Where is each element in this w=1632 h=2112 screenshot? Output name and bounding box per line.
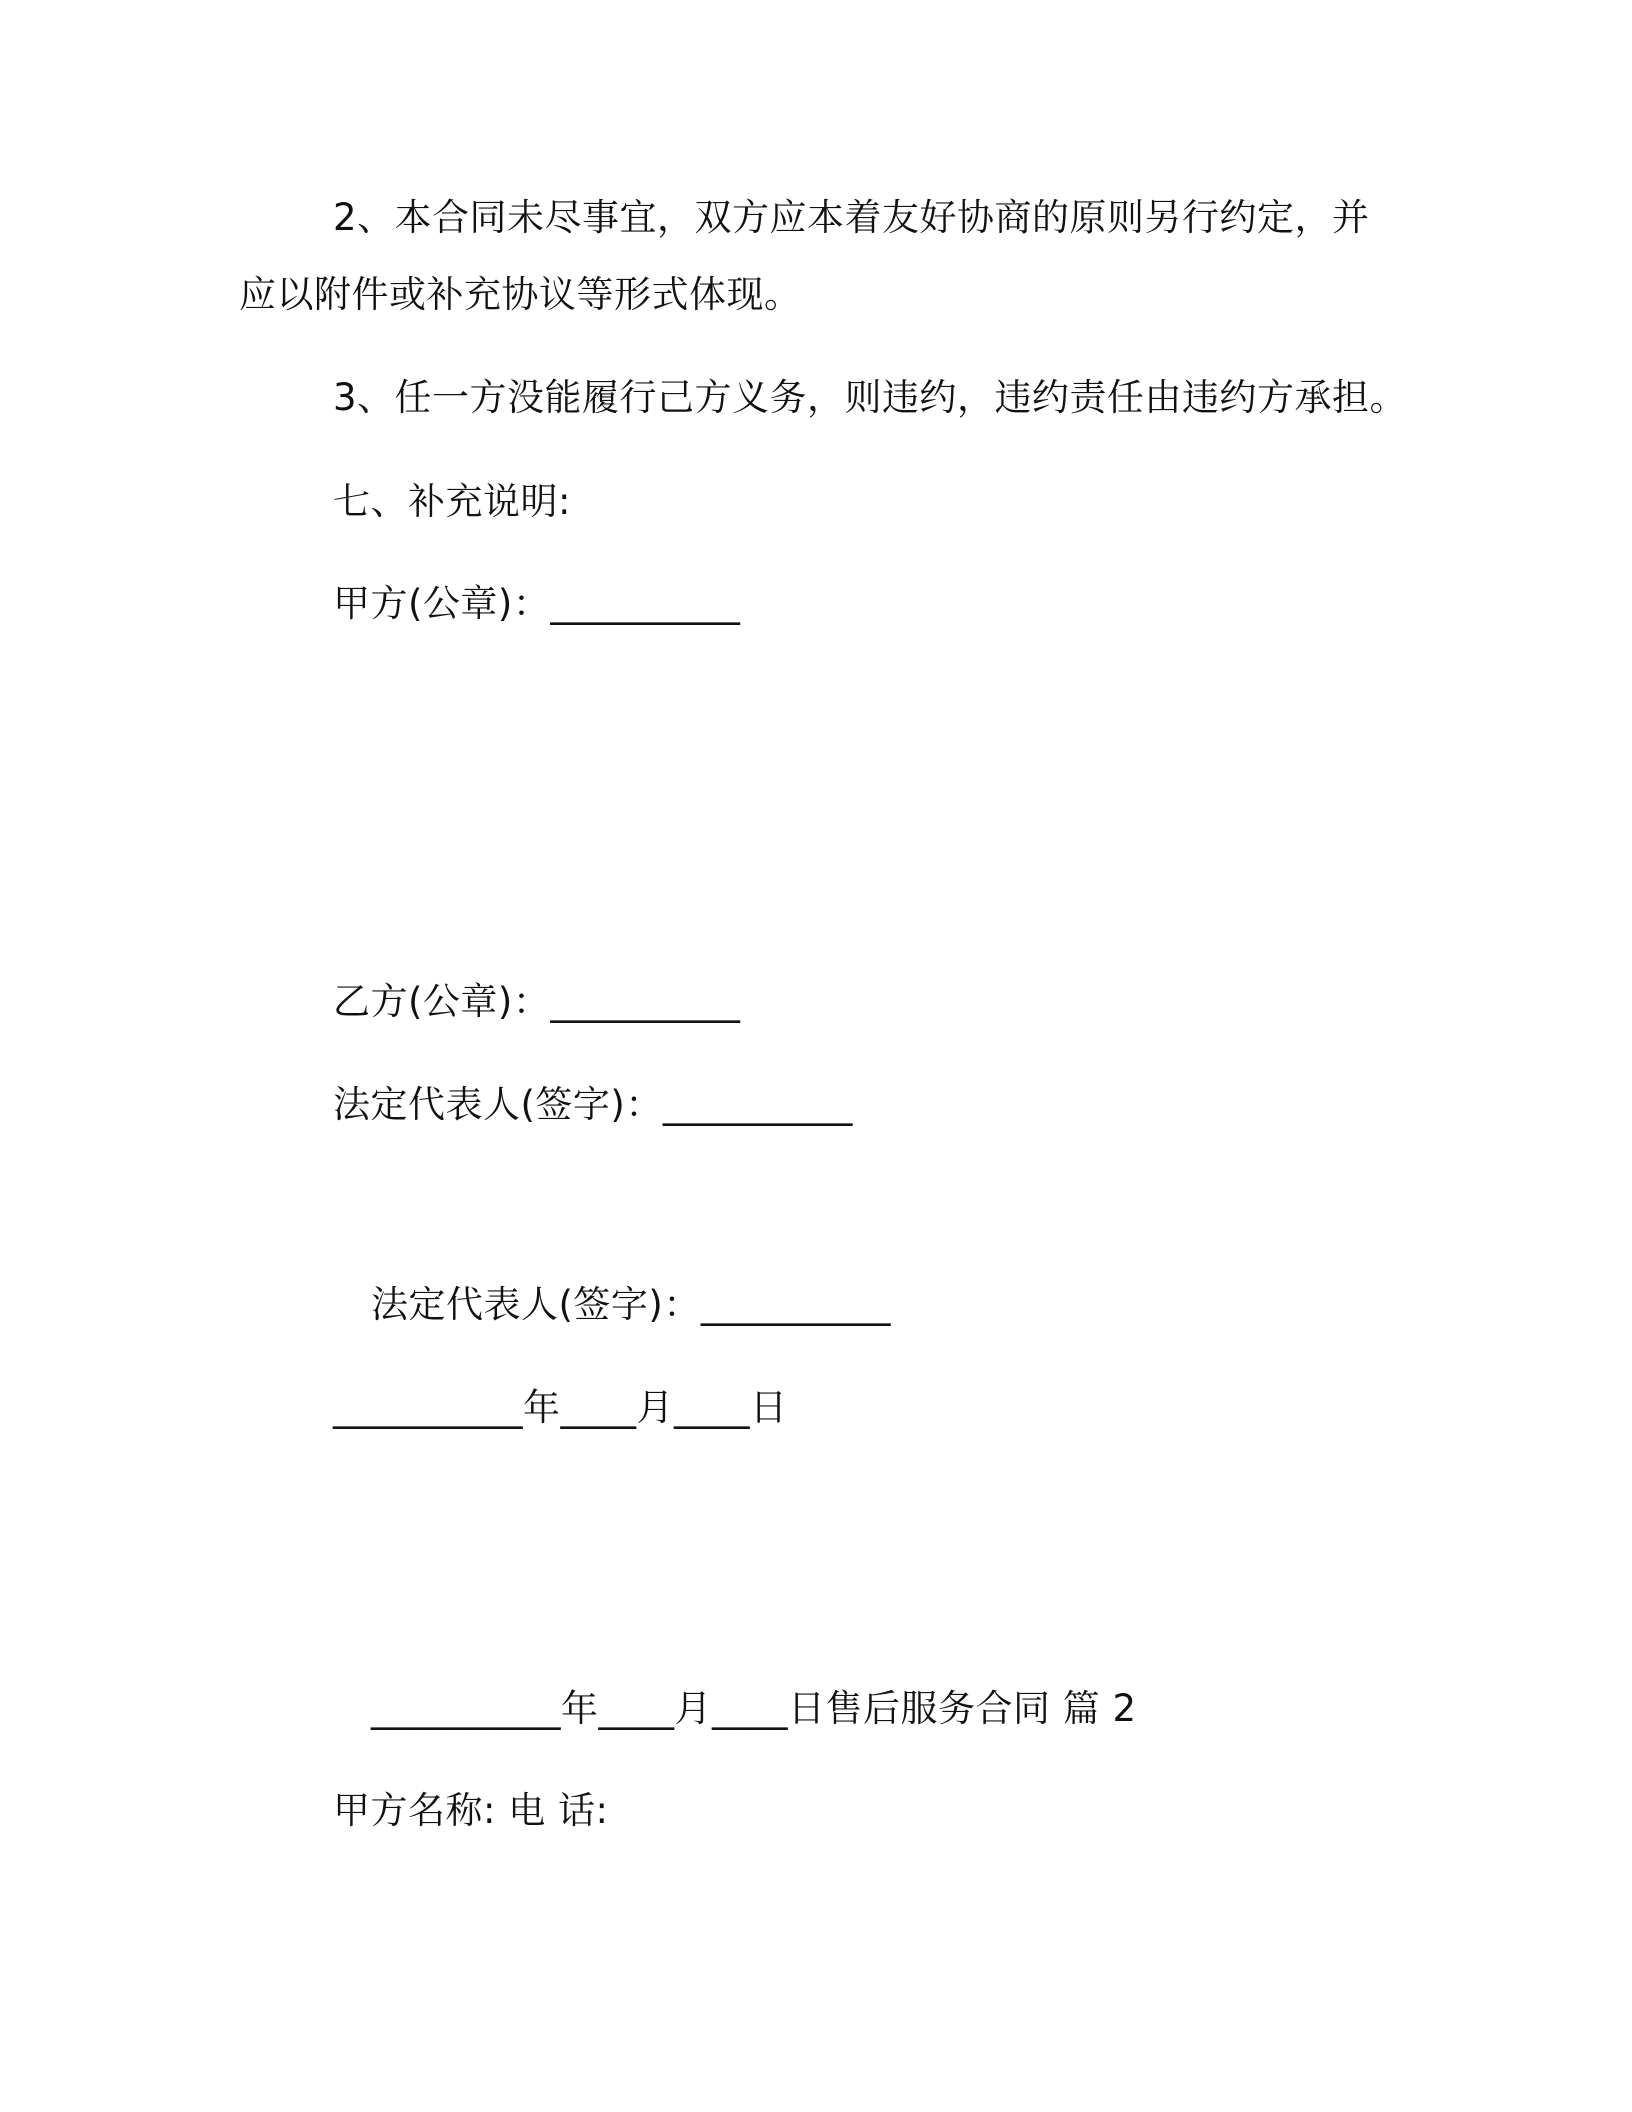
clause-2-line-2: 应以附件或补充协议等形式体现。 — [239, 273, 802, 316]
party-a-seal: 甲方(公章)：__________ — [333, 582, 741, 625]
legal-rep-signature-2: 法定代表人(签字)：__________ — [371, 1283, 891, 1326]
party-b-seal: 乙方(公章)：__________ — [333, 980, 741, 1023]
date-title-line: __________年____月____日售后服务合同 篇 2 — [371, 1687, 1137, 1730]
clause-2-line-1: 2、本合同未尽事宜，双方应本着友好协商的原则另行约定，并 — [333, 196, 1370, 239]
date-line: __________年____月____日 — [333, 1386, 788, 1429]
party-a-name-phone: 甲方名称: 电 话: — [333, 1789, 609, 1832]
section-7-heading: 七、补充说明: — [333, 480, 571, 523]
clause-3: 3、任一方没能履行己方义务，则违约，违约责任由违约方承担。 — [333, 376, 1408, 419]
legal-rep-signature-1: 法定代表人(签字)：__________ — [333, 1083, 853, 1126]
